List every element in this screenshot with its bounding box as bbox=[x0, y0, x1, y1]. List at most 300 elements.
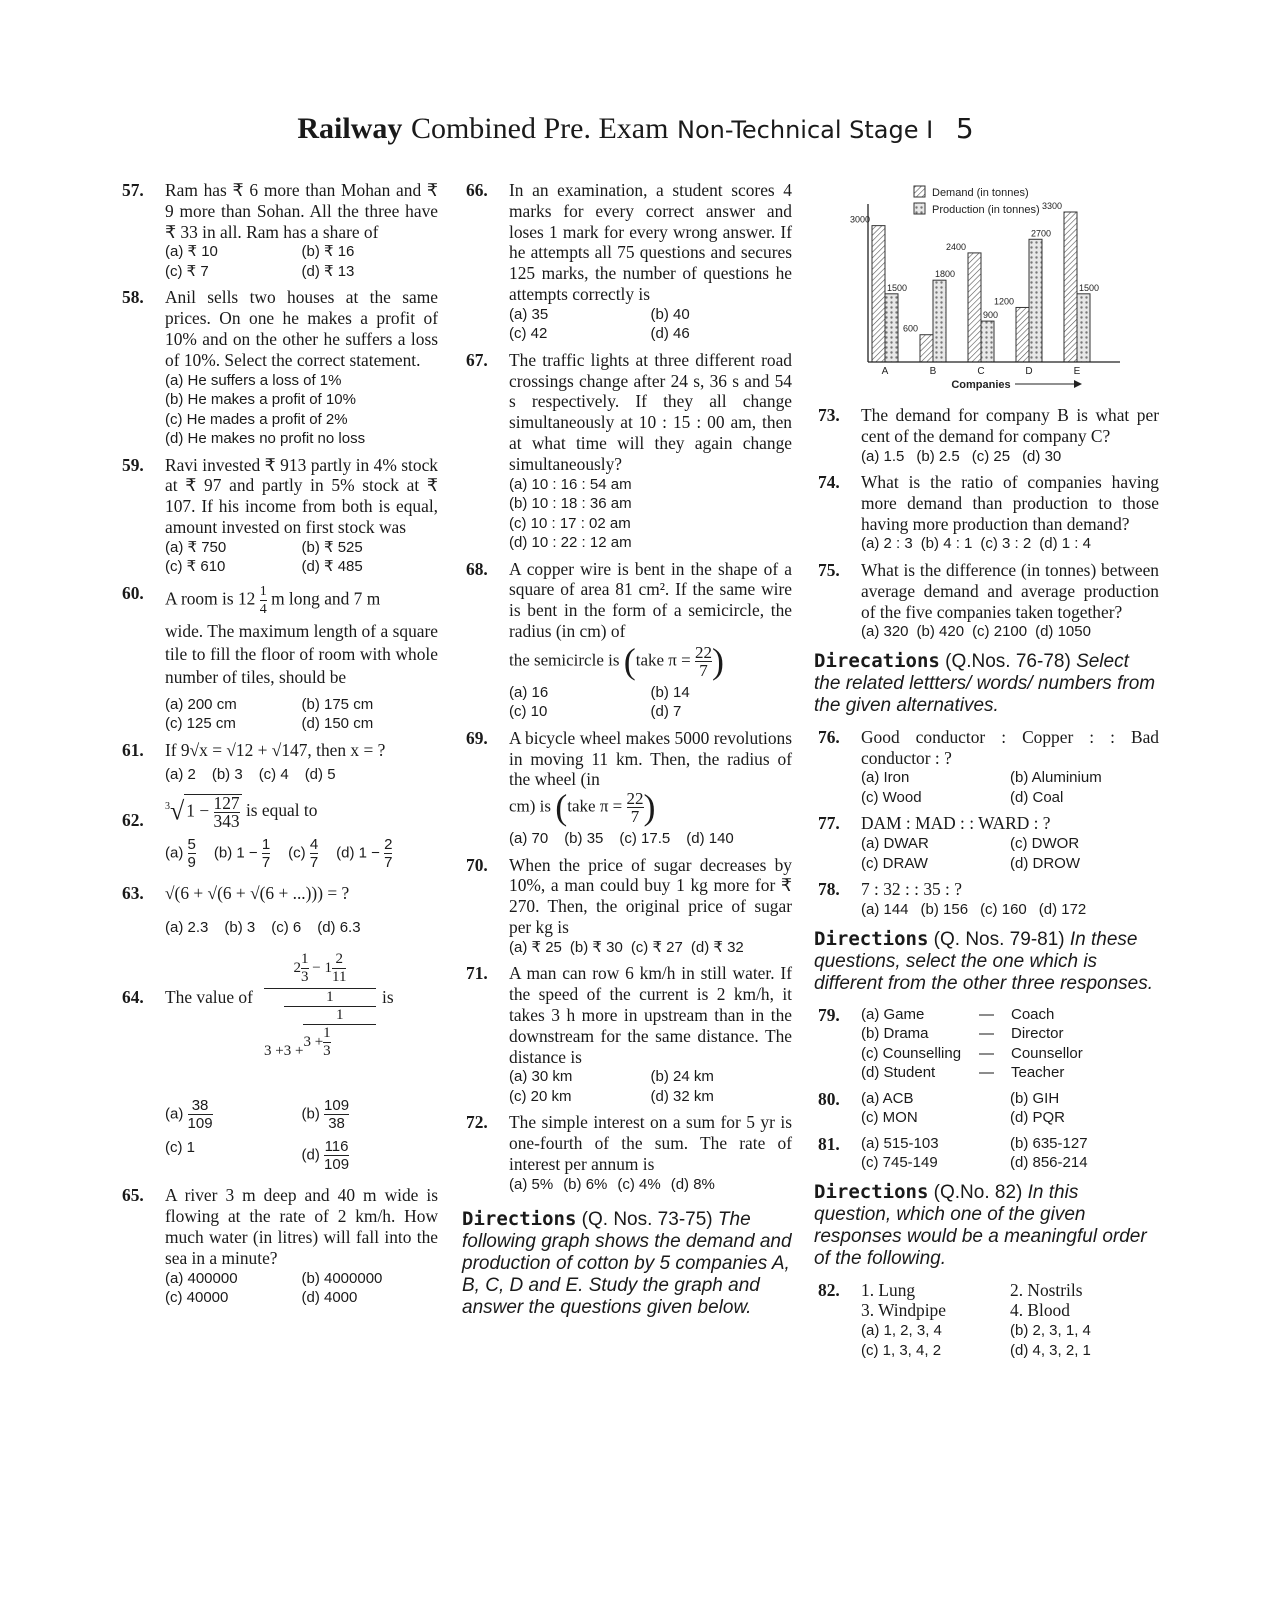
fraction bbox=[301, 951, 309, 986]
option-b: (b) 35 bbox=[564, 830, 604, 848]
option-b bbox=[302, 1097, 439, 1132]
column-2 bbox=[462, 180, 792, 1329]
question-number: 79. bbox=[818, 1004, 840, 1025]
fraction bbox=[324, 1097, 349, 1132]
denominator: 4 bbox=[259, 601, 267, 617]
page-number: 5 bbox=[955, 112, 974, 145]
question-number: 82. bbox=[818, 1279, 840, 1300]
question-78 bbox=[814, 879, 1159, 919]
numerator-expr bbox=[264, 951, 376, 989]
option-right: Coach bbox=[1011, 1005, 1055, 1023]
option-right: Teacher bbox=[1011, 1064, 1065, 1082]
option-d: (d) 4000 bbox=[301, 1289, 358, 1307]
option-c: (c) 745-149 bbox=[861, 1154, 938, 1172]
data-label: 1200 bbox=[993, 296, 1014, 307]
question-text: When the price of sugar decreases by 10%, a man could buy 1 kg more for ₹ 270. Then, the original price of sugar per kg is bbox=[509, 854, 792, 938]
question-text: Ravi invested ₹ 913 partly in 4% stock at ₹ 97 and partly in 5% stock at ₹ 107. If his income from both is equal, amount invested on first stock was bbox=[165, 454, 438, 537]
fraction bbox=[310, 836, 318, 871]
question-63 bbox=[118, 883, 438, 937]
question-number: 68. bbox=[466, 558, 488, 579]
question-text: The demand for company B is what per cent of the demand for company C? bbox=[861, 405, 1159, 446]
numerator: 5 bbox=[187, 836, 196, 854]
fraction bbox=[627, 790, 644, 825]
option-b: (b) 635-127 bbox=[1010, 1134, 1088, 1152]
legend-label: Production (in tonnes) bbox=[932, 204, 1040, 216]
option-a: (a) 2 : 3 bbox=[861, 535, 913, 553]
option-c: (c) 160 bbox=[980, 901, 1027, 919]
option-b: (b) 2, 3, 1, 4 bbox=[1010, 1322, 1091, 1340]
options bbox=[165, 695, 438, 734]
question-number: 62. bbox=[122, 810, 144, 831]
option-b: (b) 14 bbox=[650, 683, 690, 701]
option-c: (c) MON bbox=[861, 1109, 918, 1127]
x-tick-label: C bbox=[977, 366, 985, 377]
option-row bbox=[861, 1005, 1159, 1025]
question-text: A man can row 6 km/h in still water. If the speed of the current is 2 km/h, it takes 3 h more in upstream than in the downstream for the same distance. The distance is bbox=[509, 963, 792, 1067]
option-d: (d) ₹ 13 bbox=[301, 262, 355, 280]
directions-label: Directions bbox=[814, 927, 929, 950]
numerator: 1 bbox=[303, 1007, 376, 1025]
text-part: − 1 bbox=[312, 960, 332, 977]
denominator: 9 bbox=[187, 854, 196, 872]
text-part: 3 + bbox=[283, 1043, 304, 1060]
legend-swatch bbox=[914, 186, 925, 197]
question-number: 80. bbox=[818, 1088, 840, 1109]
directions-82 bbox=[814, 1181, 1159, 1270]
question-text: A river 3 m deep and 40 m wide is flowing at the rate of 2 km/h. How much water (in litres) will fall into the sea in a minute? bbox=[165, 1185, 438, 1268]
numerator: 109 bbox=[324, 1097, 350, 1115]
option-b: (b) 156 bbox=[920, 901, 969, 919]
text-part: m long and 7 m bbox=[271, 588, 381, 609]
question-number: 76. bbox=[818, 726, 840, 747]
question-79 bbox=[814, 1005, 1159, 1083]
data-label: 1500 bbox=[1079, 282, 1100, 293]
options bbox=[509, 829, 792, 849]
option-d: (d) DROW bbox=[1010, 854, 1080, 872]
paren-open: ( bbox=[555, 787, 568, 828]
option-b: (b) 420 bbox=[916, 623, 965, 641]
question-text bbox=[165, 794, 438, 830]
option-d: (d) 150 cm bbox=[301, 715, 374, 733]
directions-text: Select the related lettters/ words/ numbers from the given alternatives. bbox=[814, 650, 1156, 716]
fraction bbox=[262, 836, 270, 871]
option-b: (b) Aluminium bbox=[1010, 769, 1102, 787]
directions-range: (Q.No. 82) bbox=[933, 1181, 1023, 1203]
paren-close: ) bbox=[643, 787, 656, 828]
option-b: (b) 40 bbox=[650, 305, 690, 323]
options bbox=[165, 918, 438, 938]
data-label: 900 bbox=[983, 310, 999, 321]
option-a: (a) 320 bbox=[861, 623, 909, 641]
denominator: 343 bbox=[213, 811, 240, 832]
numerator: 22 bbox=[694, 642, 712, 662]
option-d: (d) 5 bbox=[304, 765, 336, 783]
options bbox=[509, 1175, 792, 1195]
option-d: (d) 30 bbox=[1022, 447, 1062, 465]
option-b: (b) 4 : 1 bbox=[920, 535, 973, 553]
option-d: (d) 10 : 22 : 12 am bbox=[509, 534, 632, 552]
option-c: (c) 10 bbox=[509, 703, 548, 721]
fraction bbox=[332, 951, 346, 986]
question-number: 60. bbox=[122, 582, 144, 603]
directions-range: (Q. Nos. 79-81) bbox=[933, 928, 1065, 950]
column-1 bbox=[118, 180, 438, 1314]
option-a: (a) 200 cm bbox=[165, 695, 237, 713]
option-a: (a) He suffers a loss of 1% bbox=[165, 371, 342, 389]
numerator: 38 bbox=[188, 1097, 213, 1115]
option-left: (a) Game bbox=[861, 1005, 925, 1023]
x-axis-label: Companies bbox=[951, 379, 1011, 391]
option-b: (b) 175 cm bbox=[301, 695, 374, 713]
option-c: (c) 1, 3, 4, 2 bbox=[861, 1341, 942, 1359]
question-71 bbox=[462, 963, 792, 1106]
options bbox=[509, 683, 792, 722]
option-b: (b) 2.5 bbox=[916, 447, 960, 465]
item: 1. Lung bbox=[861, 1279, 916, 1300]
question-57 bbox=[118, 180, 438, 281]
options bbox=[861, 622, 1159, 642]
question-text: √(6 + √(6 + √(6 + ...))) = ? bbox=[165, 883, 350, 904]
option-left: (c) Counselling bbox=[861, 1044, 962, 1062]
options bbox=[861, 768, 1159, 807]
option-left: (d) Student bbox=[861, 1064, 936, 1082]
whole-number: 2 bbox=[293, 960, 302, 977]
question-59 bbox=[118, 455, 438, 577]
option-a: (a) 5% bbox=[509, 1175, 554, 1193]
bar-D-production bbox=[1029, 239, 1042, 362]
legend-label: Demand (in tonnes) bbox=[932, 187, 1029, 199]
options bbox=[861, 900, 1159, 920]
option-d: (d) Coal bbox=[1010, 788, 1064, 806]
option-b: (b) ₹ 30 bbox=[569, 938, 623, 956]
option-a: (a) DWAR bbox=[861, 835, 929, 853]
bar-B-production bbox=[933, 280, 946, 362]
question-77 bbox=[814, 813, 1159, 873]
question-number: 65. bbox=[122, 1185, 144, 1206]
text-part: cm) is bbox=[509, 796, 552, 816]
x-tick-label: D bbox=[1025, 366, 1033, 377]
question-text: A copper wire is bent in the shape of a square of area 81 cm². If the same wire is bent in the form of a semicircle, the radius (in cm) of bbox=[509, 558, 792, 641]
numerator: 127 bbox=[213, 793, 240, 814]
denominator: 7 bbox=[309, 854, 319, 872]
nested-denominator bbox=[303, 1025, 376, 1060]
directions-range: (Q.Nos. 76-78) bbox=[945, 650, 1071, 672]
option-d: (d) He makes no profit no loss bbox=[165, 430, 366, 448]
option-c: (c) ₹ 7 bbox=[165, 262, 209, 280]
paren-close: ) bbox=[711, 640, 724, 681]
question-number: 69. bbox=[466, 727, 488, 748]
chart-legend bbox=[914, 186, 1040, 216]
header-combined: Combined Pre. Exam bbox=[410, 112, 669, 145]
option-a: (a) 515-103 bbox=[861, 1134, 939, 1152]
option-c bbox=[288, 836, 318, 871]
item: 3. Windpipe bbox=[861, 1300, 946, 1321]
option-a: (a) ACB bbox=[861, 1089, 914, 1107]
denominator: 7 bbox=[699, 660, 708, 680]
question-72 bbox=[462, 1112, 792, 1194]
numerator: 1 bbox=[259, 583, 267, 599]
denominator: 7 bbox=[630, 807, 640, 827]
question-number: 63. bbox=[122, 883, 144, 904]
option-a: (a) 2.3 bbox=[165, 918, 209, 936]
numerator: 116 bbox=[324, 1138, 349, 1156]
numerator: 1 bbox=[284, 989, 376, 1007]
option-label: (b) 1 − bbox=[213, 844, 258, 862]
text-part: the semicircle is bbox=[509, 650, 620, 670]
question-text: A bicycle wheel makes 5000 revolutions in moving 11 km. Then, the radius of the wheel (in bbox=[509, 727, 792, 790]
question-text: Good conductor : Copper : : Bad conductor : ? bbox=[861, 726, 1159, 768]
question-number: 61. bbox=[122, 739, 144, 760]
option-d bbox=[336, 836, 392, 871]
question-70 bbox=[462, 855, 792, 958]
option-c: (c) 17.5 bbox=[619, 830, 671, 848]
items bbox=[861, 1280, 1159, 1322]
question-number: 74. bbox=[818, 472, 840, 493]
option-c: (c) 6 bbox=[271, 918, 302, 936]
data-label: 600 bbox=[902, 323, 918, 334]
option-a: (a) 400000 bbox=[165, 1269, 238, 1287]
options bbox=[509, 305, 792, 344]
nested-fraction bbox=[284, 989, 376, 1060]
data-label: 3000 bbox=[849, 214, 870, 225]
option-a: (a) 30 km bbox=[509, 1068, 573, 1086]
option-c: (c) 4 bbox=[258, 765, 289, 783]
question-68 bbox=[462, 559, 792, 722]
question-65 bbox=[118, 1185, 438, 1307]
question-number: 78. bbox=[818, 879, 840, 900]
options bbox=[509, 938, 792, 958]
text-part: A room is 12 bbox=[165, 588, 256, 609]
radical-icon: √ bbox=[170, 796, 185, 826]
option-b: (b) 4000000 bbox=[301, 1269, 383, 1287]
option-d: (d) 6.3 bbox=[317, 918, 361, 936]
option-c: (c) 42 bbox=[509, 325, 548, 343]
denominator: 7 bbox=[384, 854, 393, 872]
question-58 bbox=[118, 287, 438, 448]
fraction bbox=[695, 644, 712, 679]
question-text bbox=[165, 583, 438, 689]
option-label: (d) bbox=[301, 1146, 320, 1164]
question-67 bbox=[462, 350, 792, 553]
option-a: (a) 1, 2, 3, 4 bbox=[861, 1322, 942, 1340]
option-label: (a) bbox=[165, 1105, 184, 1123]
bar-E-production bbox=[1077, 294, 1090, 362]
question-text: In an examination, a student scores 4 marks for every correct answer and loses 1 mark for every wrong answer. If he attempts all 75 questions and secures 125 marks, the number of questions he attempts correctly is bbox=[509, 180, 792, 304]
denominator: 38 bbox=[328, 1115, 345, 1133]
option-c: (c) 4% bbox=[617, 1175, 661, 1193]
option-a: (a) Iron bbox=[861, 769, 910, 787]
question-82 bbox=[814, 1280, 1159, 1361]
header-stage: Non-Technical Stage I bbox=[677, 116, 934, 144]
denominator: 3 bbox=[323, 1043, 331, 1060]
question-number: 67. bbox=[466, 349, 488, 370]
bar-C-production bbox=[981, 321, 994, 362]
denominator: 7 bbox=[261, 854, 271, 872]
denominator: 109 bbox=[324, 1156, 350, 1174]
data-label: 1800 bbox=[935, 269, 956, 280]
question-number: 81. bbox=[818, 1133, 840, 1154]
options bbox=[861, 447, 1159, 467]
column-3 bbox=[814, 180, 1159, 1366]
demand-production-chart bbox=[814, 180, 1159, 395]
option-d: (d) 140 bbox=[686, 830, 734, 848]
option-a: (a) 1.5 bbox=[861, 447, 905, 465]
option-b: (b) He makes a profit of 10% bbox=[165, 391, 356, 409]
options bbox=[861, 1321, 1159, 1360]
question-number: 71. bbox=[466, 963, 488, 984]
directions-range: (Q. Nos. 73-75) bbox=[581, 1209, 713, 1231]
option-a: (a) ₹ 750 bbox=[165, 538, 227, 556]
options bbox=[861, 1134, 1159, 1173]
options bbox=[165, 836, 438, 871]
dash: — bbox=[979, 1005, 994, 1023]
question-text: Anil sells two houses at the same prices. On one he makes a profit of 10% and on the other he suffers a loss of 10%. Select the correct statement. bbox=[165, 287, 438, 370]
root-index: 3 bbox=[165, 801, 170, 813]
data-label: 2400 bbox=[945, 241, 966, 252]
option-b: (b) ₹ 525 bbox=[301, 538, 363, 556]
option-c: (c) 125 cm bbox=[165, 715, 236, 733]
option-d bbox=[302, 1138, 439, 1173]
question-text: If 9√x = √12 + √147, then x = ? bbox=[165, 739, 386, 760]
question-60 bbox=[118, 583, 438, 734]
question-number: 58. bbox=[122, 287, 144, 308]
data-label: 2700 bbox=[1031, 228, 1052, 239]
fraction bbox=[214, 795, 240, 830]
numerator: 22 bbox=[626, 789, 644, 809]
option-d: (d) 172 bbox=[1038, 901, 1087, 919]
fraction bbox=[384, 836, 392, 871]
option-c: (c) 20 km bbox=[509, 1087, 572, 1105]
text-part: is equal to bbox=[245, 800, 318, 821]
question-number: 70. bbox=[466, 854, 488, 875]
text-part: 1 − bbox=[186, 800, 210, 821]
option-a: (a) 16 bbox=[509, 683, 549, 701]
bar-E-demand bbox=[1064, 212, 1077, 362]
option-c: (c) DRAW bbox=[861, 854, 928, 872]
directions-text: In these questions, select the one which is different from the other three responses. bbox=[814, 928, 1154, 994]
numerator: 2 bbox=[384, 836, 393, 854]
options bbox=[165, 538, 438, 577]
text-part: 3 + bbox=[303, 1034, 324, 1051]
question-number: 57. bbox=[122, 180, 144, 200]
option-d: (d) 32 km bbox=[650, 1087, 714, 1105]
option-c: (c) ₹ 610 bbox=[165, 558, 226, 576]
option-d: (d) 4, 3, 2, 1 bbox=[1010, 1341, 1091, 1359]
question-62 bbox=[118, 794, 438, 871]
question-text: Ram has ₹ 6 more than Mohan and ₹ 9 more than Sohan. All the three have ₹ 33 in all. Ram has a share of bbox=[165, 180, 438, 242]
denominator: 109 bbox=[187, 1115, 213, 1133]
option-c: (c) ₹ 27 bbox=[630, 938, 683, 956]
option-c: (c) He mades a profit of 2% bbox=[165, 410, 348, 428]
options bbox=[165, 1097, 438, 1173]
question-tail bbox=[509, 640, 792, 681]
question-number: 59. bbox=[122, 454, 144, 475]
item: 4. Blood bbox=[1010, 1300, 1070, 1321]
bar-B-demand bbox=[920, 335, 933, 362]
directions-73-75 bbox=[462, 1208, 792, 1319]
denominator-expr bbox=[264, 989, 376, 1060]
question-text: What is the difference (in tonnes) between average demand and average production of the five companies taken together? bbox=[861, 559, 1159, 622]
question-69 bbox=[462, 728, 792, 849]
option-b: (c) DWOR bbox=[1010, 835, 1080, 853]
options bbox=[861, 1089, 1159, 1128]
option-b: (b) 6% bbox=[563, 1175, 608, 1193]
fraction bbox=[324, 1138, 349, 1173]
numerator: 1 bbox=[323, 1025, 331, 1042]
denominator: 3 bbox=[301, 969, 309, 986]
dash: — bbox=[979, 1025, 994, 1043]
question-text: The traffic lights at three different road crossings change after 24 s, 36 s and 54 s respectively. If they all change simultaneously at 10 : 15 : 00 am, then at what time will they again change simultaneously? bbox=[509, 349, 792, 474]
dash: — bbox=[979, 1044, 994, 1062]
directions-label: Direcations bbox=[814, 649, 940, 672]
nested-denominator bbox=[284, 1007, 376, 1060]
options bbox=[509, 1067, 792, 1106]
option-label: (b) bbox=[301, 1105, 320, 1123]
option-d: (d) 46 bbox=[650, 325, 690, 343]
directions-76-78 bbox=[814, 650, 1159, 717]
x-tick-label: E bbox=[1073, 366, 1081, 377]
question-80 bbox=[814, 1089, 1159, 1128]
header-railway: Railway bbox=[297, 112, 403, 145]
paren-open: ( bbox=[623, 640, 636, 681]
question-61 bbox=[118, 740, 438, 784]
option-c: (c) 3 : 2 bbox=[980, 535, 1032, 553]
numerator: 1 bbox=[301, 951, 309, 968]
bar-C-demand bbox=[968, 253, 981, 362]
question-tail bbox=[509, 787, 792, 828]
data-label: 1500 bbox=[887, 282, 908, 293]
item: 2. Nostrils bbox=[1010, 1279, 1083, 1300]
fraction bbox=[260, 583, 267, 618]
text-part: wide. The maximum length of a square tile to fill the floor of room with whole number of tiles, should be bbox=[165, 620, 438, 687]
option-d: (d) 8% bbox=[670, 1175, 715, 1193]
option-row bbox=[861, 1024, 1159, 1044]
text-part: 3 + bbox=[264, 1043, 284, 1060]
question-73 bbox=[814, 405, 1159, 466]
option-b: (b) ₹ 16 bbox=[301, 243, 355, 261]
data-label: 3300 bbox=[1041, 201, 1062, 211]
question-number: 77. bbox=[818, 813, 840, 834]
question-64 bbox=[118, 951, 438, 1091]
x-tick-label: A bbox=[881, 366, 889, 377]
fraction bbox=[323, 1025, 331, 1060]
options bbox=[861, 834, 1159, 873]
option-c: (c) 2100 bbox=[972, 623, 1028, 641]
nested-fraction bbox=[303, 1007, 376, 1060]
question-number: 75. bbox=[818, 559, 840, 580]
option-a: (a) 35 bbox=[509, 305, 549, 323]
question-number: 73. bbox=[818, 405, 840, 425]
option-d: (d) 1 : 4 bbox=[1039, 535, 1091, 553]
option-c: (c) Wood bbox=[861, 788, 922, 806]
chart-bars bbox=[850, 201, 1099, 362]
directions-label: Directions bbox=[814, 1180, 929, 1203]
options bbox=[861, 534, 1159, 554]
option-a bbox=[165, 1097, 302, 1132]
denominator: 11 bbox=[332, 969, 347, 986]
fraction bbox=[188, 1097, 213, 1132]
option-a: (a) 2 bbox=[165, 765, 196, 783]
option-c: (c) 40000 bbox=[165, 1289, 229, 1307]
directions-label: Directions bbox=[462, 1208, 577, 1231]
options bbox=[509, 475, 792, 553]
question-76 bbox=[814, 727, 1159, 808]
directions-text: In this question, which one of the given responses would be a meaningful order of the following. bbox=[814, 1181, 1147, 1269]
options bbox=[165, 765, 438, 785]
options bbox=[165, 1269, 438, 1308]
x-tick-label: B bbox=[929, 366, 937, 377]
question-74 bbox=[814, 472, 1159, 554]
